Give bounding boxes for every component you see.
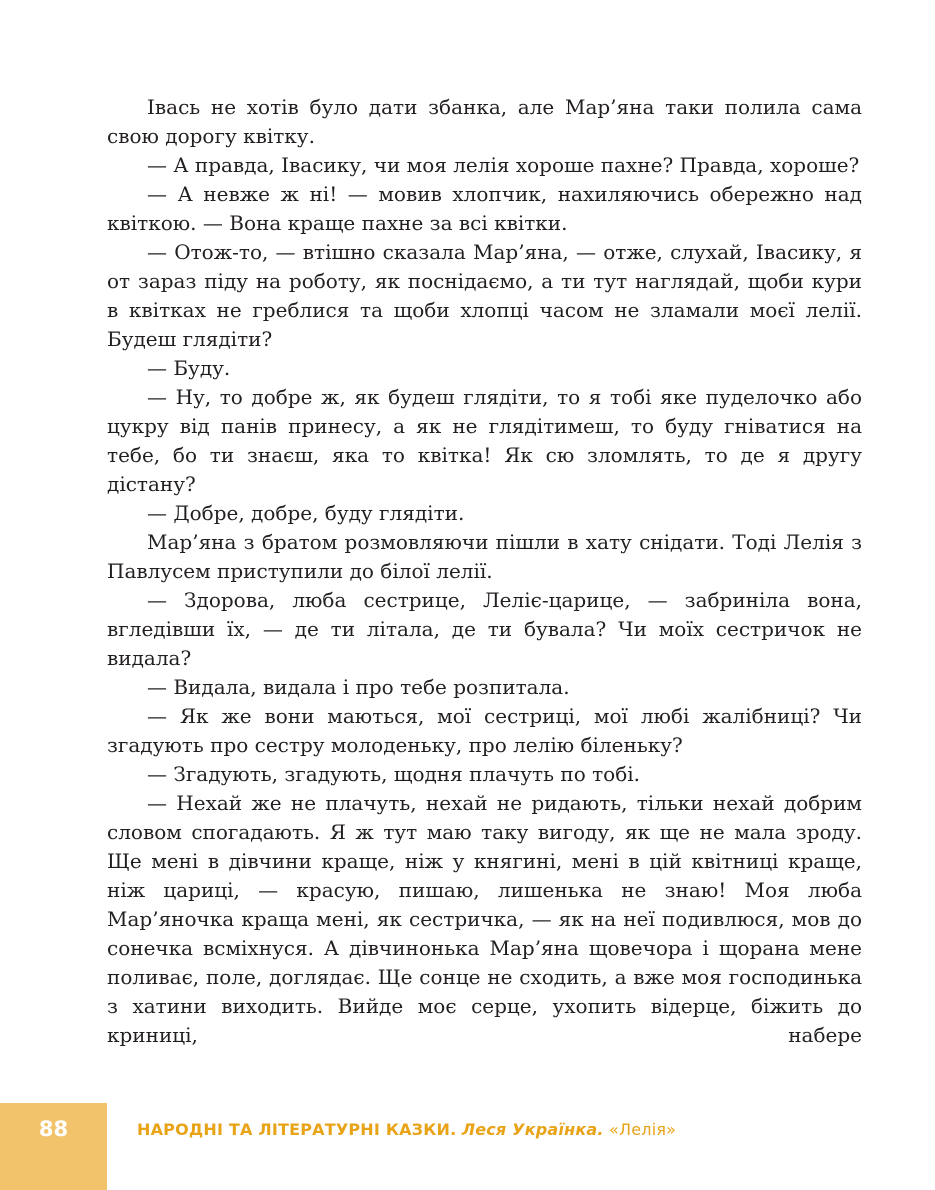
running-title xyxy=(137,1120,676,1139)
paragraph: — Здорова, люба сестрице, Леліє-царице, — забриніла вона, вгледівши їх, — де ти літала, де ти бувала? Чи моїх сестричок не видала? xyxy=(107,588,862,670)
paragraph: — А невже ж ні! — мовив хлопчик, нахиляючись обережно над квіткою. — Вона краще пахне за всі квітки. xyxy=(107,182,862,235)
paragraph: — Добре, добре, буду глядіти. xyxy=(147,501,465,525)
paragraph: Мар’яна з братом розмовляючи пішли в хату снідати. Тоді Лелія з Павлусем приступили до білої лелії. xyxy=(107,530,862,583)
paragraph: — Видала, видала і про тебе розпитала. xyxy=(147,675,570,699)
paragraph: — Нехай же не плачуть, нехай не ридають, тільки нехай добрим словом спогадають. Я ж тут маю таку вигоду, як ще не мала зроду. Ще мені в дівчини краще, ніж у княгині, мені в цій квітниці краще, ніж цариці, — красую, пишаю, лишенька не знаю! Моя люба Мар’яночка краща мені, як сестричка, — як на неї подивлюся, мов до сонечка всміхнуся. А дівчинонька Мар’яна щовечора і щорана мене поливає, поле, доглядає. Ще сонце не сходить, а вже моя господинька з хатини виходить. Вийде моє серце, ухопить відерце, біжить до криниці, набере xyxy=(107,791,862,1047)
page-number: 88 xyxy=(38,1117,69,1141)
paragraph: — Отож-то, — втішно сказала Мар’яна, — отже, слухай, Івасику, я от зараз піду на роботу, як поснідаємо, а ти тут наглядай, щоби кури в квітках не греблися та щоби хлопці часом не зламали моєї лелії. Будеш глядіти? xyxy=(107,240,862,351)
section-title: НАРОДНІ ТА ЛІТЕРАТУРНІ КАЗКИ. xyxy=(137,1120,457,1139)
paragraph: Івась не хотів було дати збанка, але Мар’яна таки полила сама свою дорогу квітку. xyxy=(107,95,862,148)
story-text xyxy=(107,93,862,1050)
paragraph: — Буду. xyxy=(147,356,231,380)
author-name: Леся Українка. xyxy=(461,1120,604,1139)
page-number-badge xyxy=(0,1103,107,1190)
paragraph: — Згадують, згадують, щодня плачуть по тобі. xyxy=(147,762,640,786)
work-title: «Лелія» xyxy=(609,1120,677,1139)
paragraph: — А правда, Івасику, чи моя лелія хороше пахне? Правда, хороше? xyxy=(147,153,860,177)
paragraph: — Ну, то добре ж, як будеш глядіти, то я тобі яке пуделочко або цукру від панів принесу, а як не глядітимеш, то буду гніватися на тебе, бо ти знаєш, яка то квітка! Як сю зломлять, то де я другу дістану? xyxy=(107,385,862,496)
page-footer xyxy=(0,1103,935,1190)
paragraph: — Як же вони маються, мої сестриці, мої любі жалібниці? Чи згадують про сестру молоденьку, про лелію біленьку? xyxy=(107,704,862,757)
